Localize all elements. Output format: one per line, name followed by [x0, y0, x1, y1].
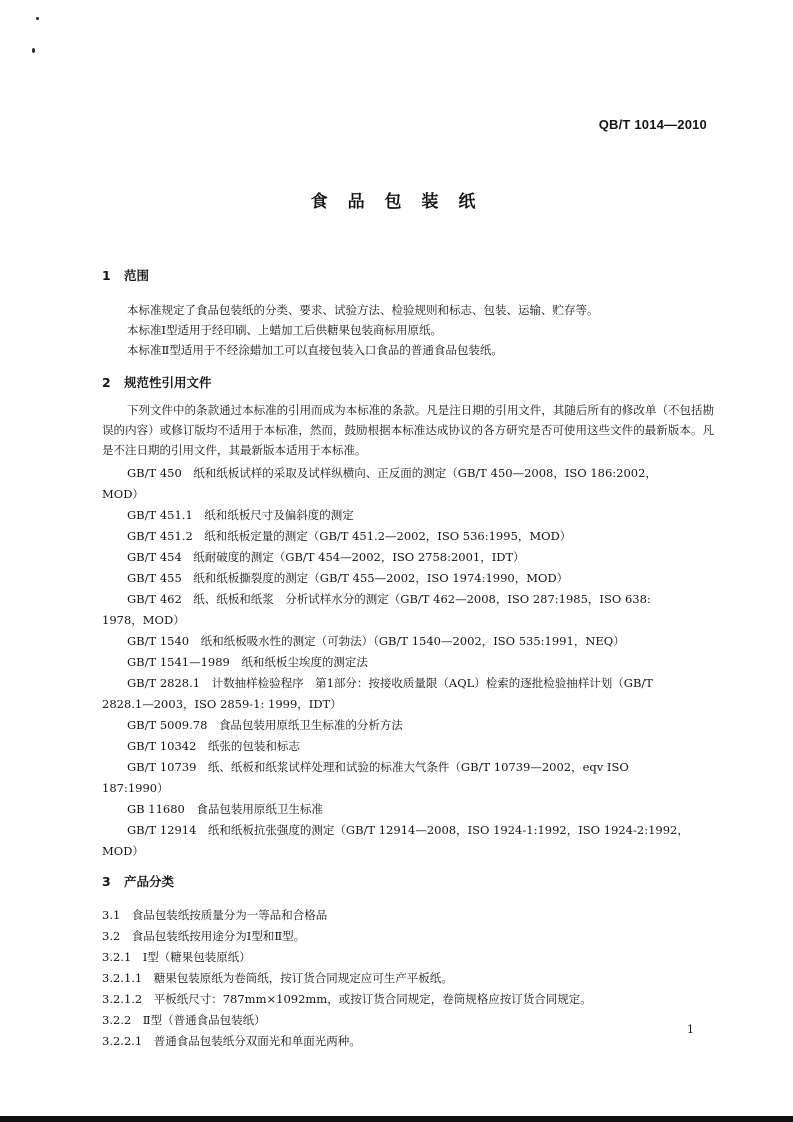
reference-line: GB/T 1540 纸和纸板吸水性的测定（可勃法）（GB/T 1540—2002，ISO 535:1991，NEQ）	[127, 634, 625, 648]
section-number: 2	[102, 375, 111, 390]
reference-line: GB/T 12914 纸和纸板抗张强度的测定（GB/T 12914—2008，ISO 1924-1:1992，ISO 1924-2:1992，	[127, 823, 689, 837]
reference-line: 2828.1—2003，ISO 2859-1: 1999，IDT）	[102, 697, 342, 711]
reference-line: 187:1990）	[102, 781, 169, 795]
reference-line: GB/T 450 纸和纸板试样的采取及试样纵横向、正反面的测定（GB/T 450—2008，ISO 186:2002，	[127, 466, 657, 480]
reference-line: GB/T 2828.1 计数抽样检验程序 第1部分：按接收质量限（AQL）检索的逐批检验抽样计划（GB/T	[127, 676, 653, 690]
scan-edge-bar	[0, 1116, 793, 1122]
section-title: 规范性引用文件	[124, 375, 212, 390]
section-3-heading	[102, 872, 174, 890]
classification-item: 3.2.1 Ⅰ型（糖果包装原纸）	[102, 950, 251, 964]
reference-line: GB/T 451.2 纸和纸板定量的测定（GB/T 451.2—2002，ISO 536:1995，MOD）	[127, 529, 572, 543]
reference-line: GB/T 10342 纸张的包装和标志	[127, 739, 300, 753]
scope-line: 本标准Ⅰ型适用于经印刷、上蜡加工后供糖果包装商标用原纸。	[127, 323, 443, 337]
section-1-heading	[102, 266, 149, 284]
section-number: 3	[102, 874, 111, 889]
section-2-heading	[102, 373, 212, 391]
reference-line: GB/T 451.1 纸和纸板尺寸及偏斜度的测定	[127, 508, 354, 522]
reference-line: GB/T 10739 纸、纸板和纸浆试样处理和试验的标准大气条件（GB/T 10739—2002，eqv ISO	[127, 760, 629, 774]
scan-speck	[32, 48, 35, 53]
classification-item: 3.1 食品包装纸按质量分为一等品和合格品	[102, 908, 328, 922]
classification-item: 3.2.1.1 糖果包装原纸为卷筒纸，按订货合同规定应可生产平板纸。	[102, 971, 453, 985]
reference-line: GB/T 462 纸、纸板和纸浆 分析试样水分的测定（GB/T 462—2008，ISO 287:1985，ISO 638:	[127, 592, 651, 606]
classification-item: 3.2 食品包装纸按用途分为Ⅰ型和Ⅱ型。	[102, 929, 306, 943]
reference-line: GB/T 455 纸和纸板撕裂度的测定（GB/T 455—2002，ISO 1974:1990，MOD）	[127, 571, 569, 585]
document-title: 食 品 包 装 纸	[310, 192, 483, 212]
page-number: 1	[687, 1023, 694, 1036]
scan-speck	[36, 17, 39, 20]
reference-line: MOD）	[102, 844, 144, 858]
reference-line: MOD）	[102, 487, 144, 501]
classification-item: 3.2.2 Ⅱ型（普通食品包装纸）	[102, 1013, 266, 1027]
scope-line: 本标准规定了食品包装纸的分类、要求、试验方法、检验规则和标志、包装、运输、贮存等。	[127, 303, 599, 317]
reference-line: GB/T 1541—1989 纸和纸板尘埃度的测定法	[127, 655, 368, 669]
section-number: 1	[102, 268, 111, 283]
references-intro: 下列文件中的条款通过本标准的引用而成为本标准的条款。凡是注日期的引用文件，其随后所有的修改单（不包括勘误的内容）或修订版均不适用于本标准，然而，鼓励根据本标准达成协议的各方研究是否可使用这些文件的最新版本。凡是不注日期的引用文件，其最新版本适用于本标准。	[102, 403, 714, 457]
scope-line: 本标准Ⅱ型适用于不经涂蜡加工可以直接包装入口食品的普通食品包装纸。	[127, 343, 503, 357]
classification-item: 3.2.2.1 普通食品包装纸分双面光和单面光两种。	[102, 1034, 361, 1048]
reference-line: GB/T 5009.78 食品包装用原纸卫生标准的分析方法	[127, 718, 403, 732]
section-title: 范围	[124, 268, 150, 283]
reference-line: GB 11680 食品包装用原纸卫生标准	[127, 802, 323, 816]
reference-line: GB/T 454 纸耐破度的测定（GB/T 454—2002，ISO 2758:2001，IDT）	[127, 550, 525, 564]
reference-line: 1978，MOD）	[102, 613, 185, 627]
standard-code: QB/T 1014—2010	[598, 117, 707, 132]
classification-item: 3.2.1.2 平板纸尺寸：787mm×1092mm，或按订货合同规定，卷筒规格应按订货合同规定。	[102, 992, 592, 1006]
section-title: 产品分类	[124, 874, 175, 889]
